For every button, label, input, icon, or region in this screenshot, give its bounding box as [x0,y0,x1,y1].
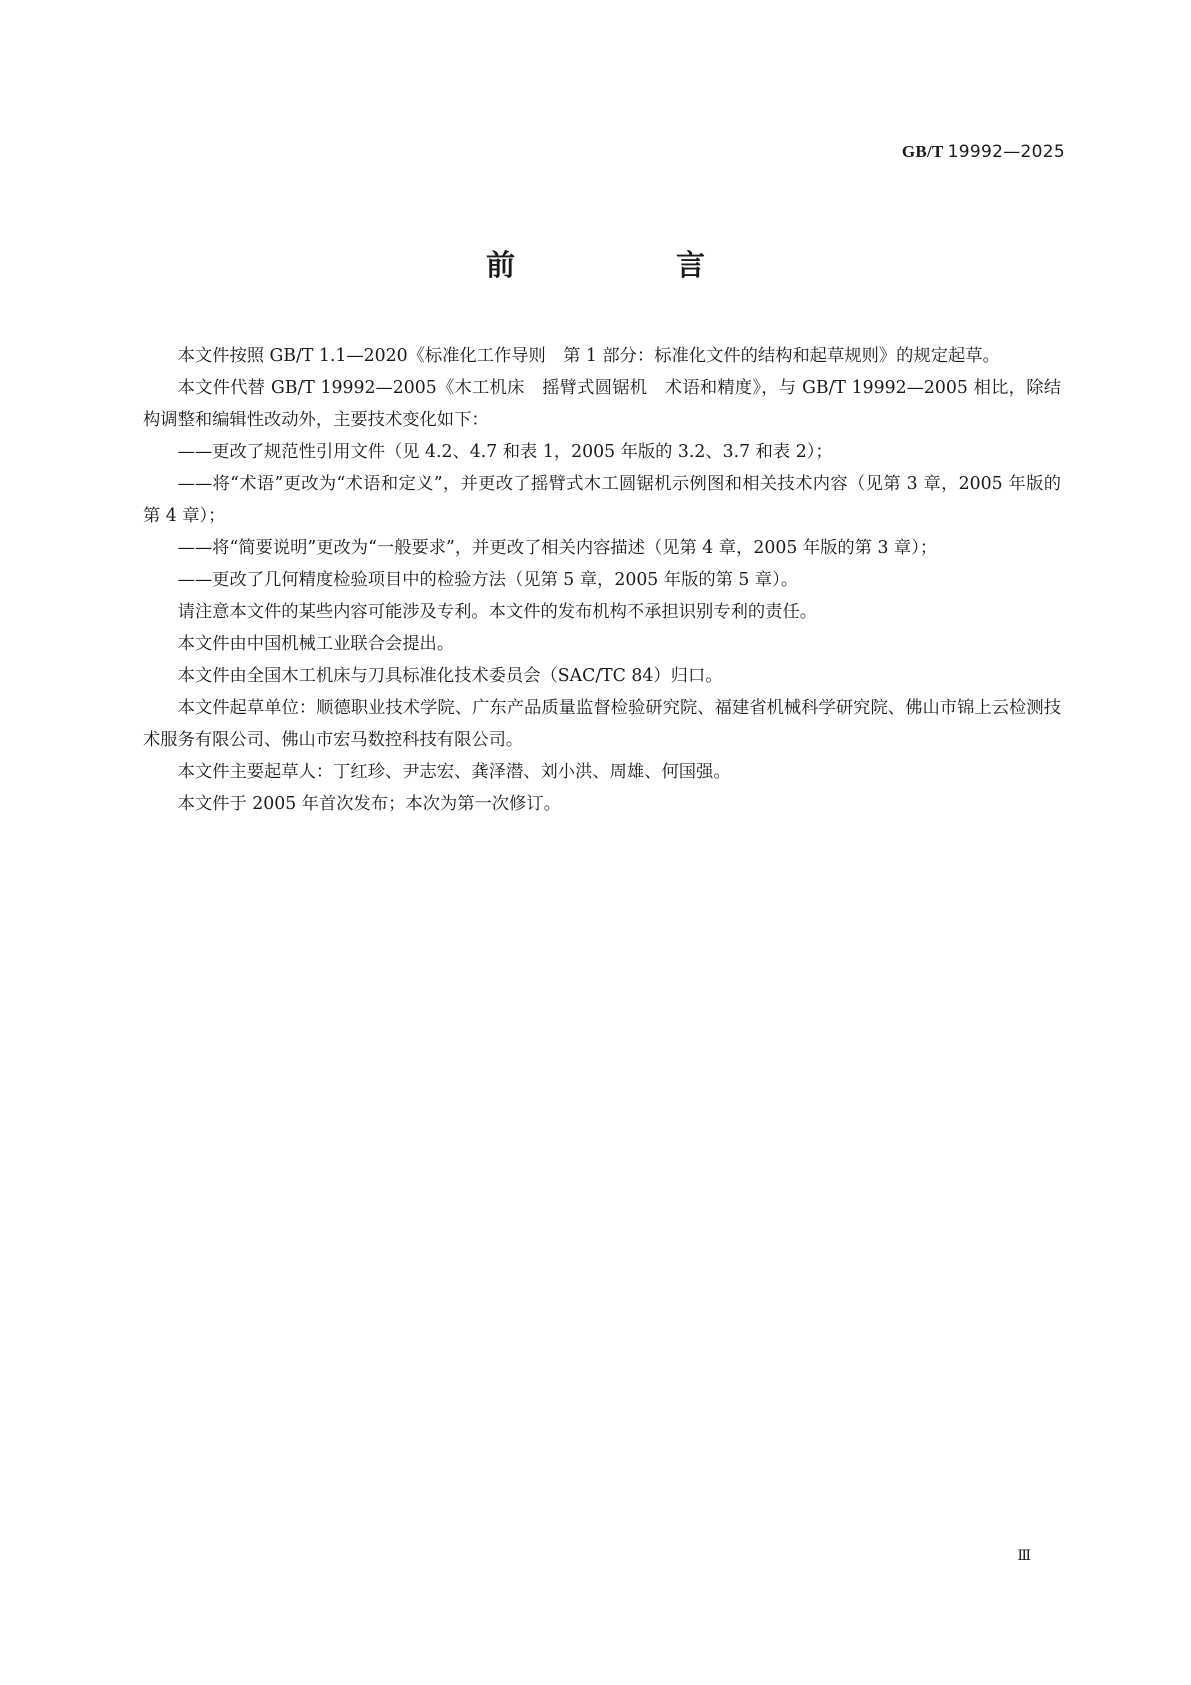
standard-code-number: 19992—2025 [947,142,1065,162]
page-title: 前 言 [485,248,771,282]
standard-code [902,142,1065,162]
page-number: Ⅲ [1017,1548,1030,1564]
paragraph-proposed-by: 本文件由中国机械工业联合会提出。 [177,634,455,654]
change-item-test-methods: ——更改了几何精度检验项目中的检验方法（见第 5 章，2005 年版的第 5 章）。 [177,570,799,590]
paragraph-replacement: 本文件代替 GB/T 19992—2005《木工机床 摇臂式圆锯机 术语和精度》，与 GB/T 19992—2005 相比，除结构调整和编辑性改动外，主要技术变化如下： [143,378,1061,430]
change-item-general-requirements: ——将“简要说明”更改为“一般要求”，并更改了相关内容描述（见第 4 章，2005 年版的第 3 章）； [177,538,938,558]
paragraph-drafting-units: 本文件起草单位：顺德职业技术学院、广东产品质量监督检验研究院、福建省机械科学研究院、佛山市锦上云检测技术服务有限公司、佛山市宏马数控科技有限公司。 [143,698,1061,750]
paragraph-drafters: 本文件主要起草人：丁红珍、尹志宏、龚泽潜、刘小洪、周雄、何国强。 [177,762,731,782]
standard-code-prefix: GB/T [901,142,944,161]
paragraph-under-jurisdiction: 本文件由全国木工机床与刀具标准化技术委员会（SAC/TC 84）归口。 [177,666,723,686]
paragraph-drafting-rules: 本文件按照 GB/T 1.1—2020《标准化工作导则 第 1 部分：标准化文件的结构和起草规则》的规定起草。 [177,346,1000,366]
paragraph-publication-history: 本文件于 2005 年首次发布；本次为第一次修订。 [177,794,561,814]
foreword-body [143,340,1061,820]
change-item-terms: ——将“术语”更改为“术语和定义”，并更改了摇臂式木工圆锯机示例图和相关技术内容（见第 3 章，2005 年版的第 4 章）； [143,474,1061,526]
paragraph-patent-notice: 请注意本文件的某些内容可能涉及专利。本文件的发布机构不承担识别专利的责任。 [177,602,818,622]
change-item-normative-references: ——更改了规范性引用文件（见 4.2、4.7 和表 1，2005 年版的 3.2、3.7 和表 2）； [177,442,833,462]
